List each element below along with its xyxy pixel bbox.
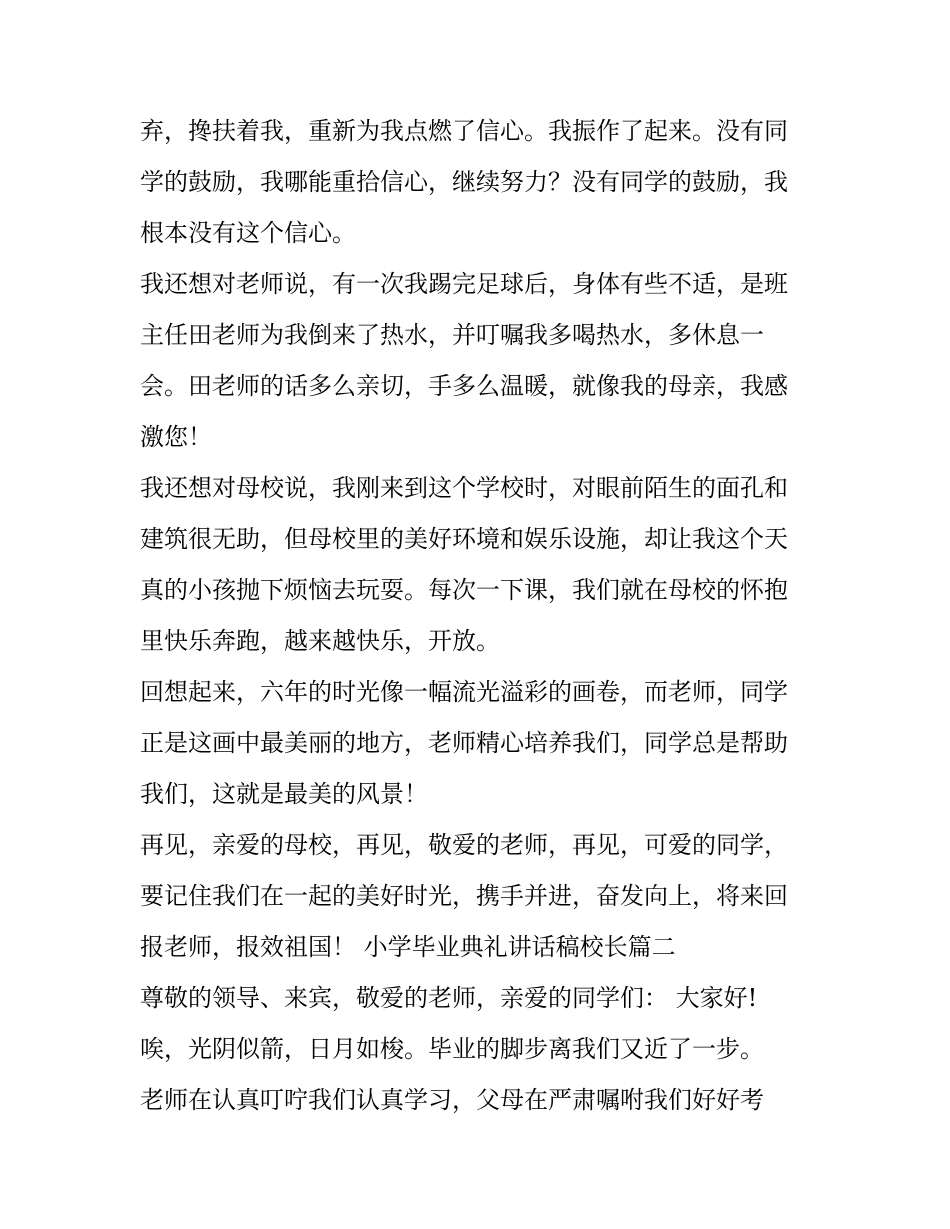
text-line-14: 我们，这就是最美的风景！ <box>140 780 428 808</box>
text-line-3: 根本没有这个信心。 <box>140 219 356 247</box>
text-line-10: 真的小孩抛下烦恼去玩耍。每次一下课，我们就在母校的怀抱 <box>140 576 788 604</box>
text-line-15: 再见，亲爱的母校，再见，敬爱的老师，再见，可爱的同学， <box>140 831 788 859</box>
text-line-16: 要记住我们在一起的美好时光，携手并进，奋发向上，将来回 <box>140 882 788 910</box>
text-line-20: 老师在认真叮咛我们认真学习，父母在严肃嘱咐我们好好考 <box>140 1086 764 1114</box>
text-line-11: 里快乐奔跑，越来越快乐，开放。 <box>140 627 500 655</box>
text-line-13: 正是这画中最美丽的地方，老师精心培养我们，同学总是帮助 <box>140 729 788 757</box>
text-line-6: 会。田老师的话多么亲切，手多么温暖，就像我的母亲，我感 <box>140 372 788 400</box>
text-line-2: 学的鼓励，我哪能重拾信心，继续努力？没有同学的鼓励，我 <box>140 168 788 196</box>
text-line-8: 我还想对母校说，我刚来到这个学校时，对眼前陌生的面孔和 <box>140 474 788 502</box>
text-line-18: 尊敬的领导、来宾，敬爱的老师，亲爱的同学们： 大家好! <box>140 984 758 1012</box>
text-line-1: 弃，搀扶着我，重新为我点燃了信心。我振作了起来。没有同 <box>140 117 788 145</box>
body-text <box>140 106 820 1126</box>
text-line-9: 建筑很无助，但母校里的美好环境和娱乐设施，却让我这个天 <box>140 525 788 553</box>
text-line-12: 回想起来，六年的时光像一幅流光溢彩的画卷，而老师，同学 <box>140 678 788 706</box>
text-line-4: 我还想对老师说，有一次我踢完足球后，身体有些不适，是班 <box>140 270 788 298</box>
text-line-17: 报老师，报效祖国！ 小学毕业典礼讲话稿校长篇二 <box>140 933 676 961</box>
text-line-7: 激您！ <box>140 423 212 451</box>
text-line-19: 唉，光阴似箭，日月如梭。毕业的脚步离我们又近了一步。 <box>140 1035 764 1063</box>
text-line-5: 主任田老师为我倒来了热水，并叮嘱我多喝热水，多休息一 <box>140 321 764 349</box>
